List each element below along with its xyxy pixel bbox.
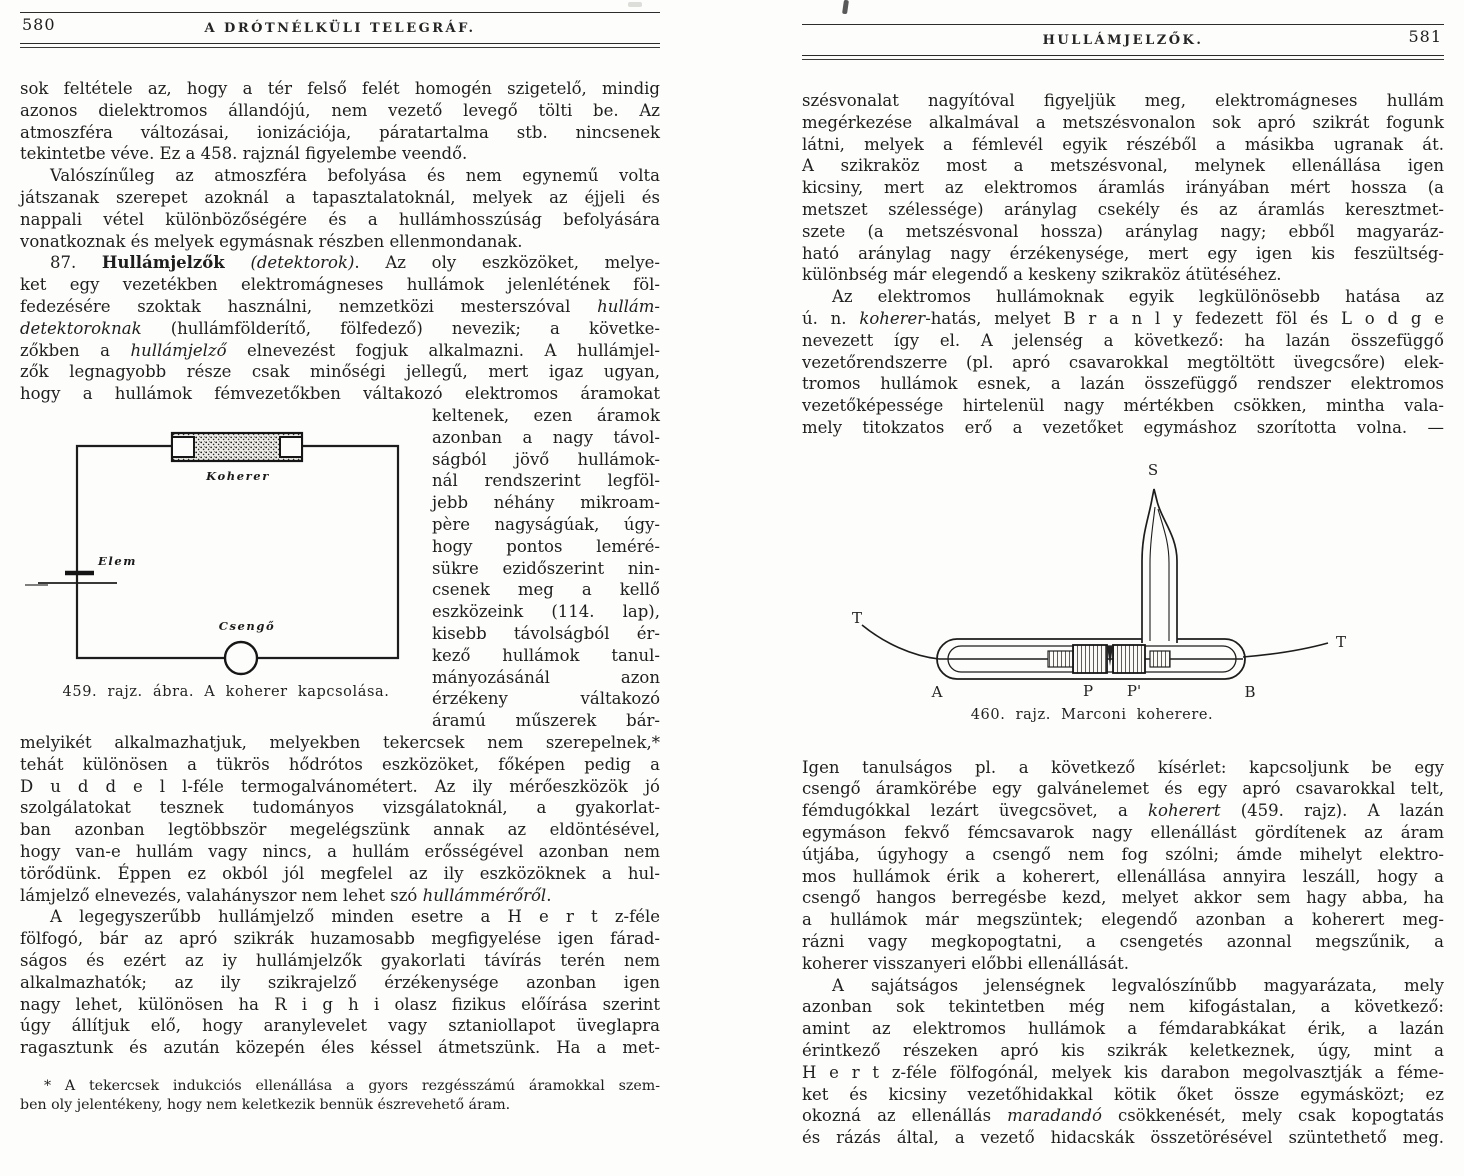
text-line: zők legnagyobb része csak minőségi jellegű, mert igaz ugyan,	[20, 362, 660, 382]
coherer-circuit-diagram	[20, 431, 432, 678]
text-line: koherer visszanyeri előbbi ellenállását.	[802, 953, 1130, 973]
text-line: azonban a nagy távol-	[432, 427, 660, 447]
paragraph	[802, 757, 1444, 975]
text-line: fedezésére szoktak használni, nemzetközi mesterszóval hullám-	[20, 296, 660, 316]
text-line: csengő áramkörébe egy galvánelemet és egy apró csavarokkal telt,	[802, 779, 1444, 799]
text-line: szete (a metszésvonal hossza) aránylag nagy; ebből magyaráz-	[802, 221, 1444, 241]
text-line: melyikét alkalmazhatjuk, melyekben tekercsek nem szerepelnek,*	[20, 732, 660, 752]
paragraph	[20, 732, 660, 906]
text-line: áramú műszerek bár-	[432, 711, 660, 731]
text-line: törődünk. Éppen ez okból jól megfelel az ily eszközöknek a hul-	[20, 863, 660, 883]
header-rule-double	[20, 43, 660, 48]
text-line: Valószínűleg az atmoszféra befolyása és nem egynemű volta	[50, 166, 660, 186]
text-line: detektoroknak (hullámfölderítő, fölfedező) nevezik; a követke-	[20, 318, 660, 338]
page-header-left	[20, 12, 660, 48]
text-line: fölfogó, bár az apró szikrák huzamosabb megfigyelése igen fárad-	[20, 929, 660, 949]
text-line: ket egy vezetékben elektromágneses hullámok jelenlétének föl-	[20, 275, 660, 295]
text-line: tekintetbe véve. Ez a 458. rajznál figyelembe veendő.	[20, 144, 468, 164]
metal-plugs	[1073, 645, 1145, 673]
paragraph	[20, 78, 660, 165]
bell-symbol	[225, 642, 257, 674]
page-number: 580	[22, 15, 56, 34]
text-line: eszközeink (114. lap),	[432, 602, 660, 622]
text-line: mos hullámok érik a koherert, ellenállása annyira leszáll, hogy a	[802, 866, 1444, 886]
paragraph	[802, 286, 1444, 439]
header-rule-double	[802, 55, 1444, 60]
text-line: ságos és ezért az iy hullámjelzők gyakorlati távírás terén nem	[20, 950, 660, 970]
paragraph	[802, 975, 1444, 1149]
text-line: mely titokzatos erő a vezetőket egymáshoz szorította volna. —	[802, 417, 1444, 437]
text-line: vezetőképessége hirtelenül nagy mértékben csökken, mintha vala-	[802, 396, 1444, 416]
text-line: hogy van-e hullám vagy nincs, a hullám erősségével azonban nem	[20, 841, 660, 861]
text-line: mányozásánál azon	[432, 667, 660, 687]
figure-row	[20, 405, 660, 732]
terminal-label-right: T	[1336, 632, 1347, 651]
plug-label-p-prime: P'	[1126, 681, 1142, 700]
text-line: Igen tanulságos pl. a következő kísérlet: kapcsoljunk be egy	[802, 757, 1444, 777]
text-line: sok feltétele az, hogy a tér felső felét homogén szigetelő, mindig	[20, 79, 660, 98]
page-header-right	[802, 24, 1444, 60]
text-line: játszanak szerepet azoknál a tapasztalatoknál, melyek az éjjeli és	[20, 187, 660, 207]
page-body-right	[802, 90, 1444, 1149]
header-row	[802, 25, 1444, 55]
coherer-label: Koherer	[206, 468, 270, 483]
text-line: 87. Hullámjelzők (detektorok). Az oly eszközöket, melye-	[50, 253, 660, 273]
text-line: érintkező részeken apró kis szikrák keletkeznek, úgy, mint a	[802, 1040, 1444, 1060]
paragraph	[802, 90, 1444, 286]
header-row	[20, 13, 660, 43]
text-line: sükre ezidőszerint nin-	[432, 558, 660, 578]
text-line: tromos hullámok esnek, a lazán összefüggő rendszer elektromos	[802, 374, 1444, 394]
paragraph-section-87	[20, 252, 660, 405]
scan-artifact	[842, 0, 849, 14]
coherer-symbol	[172, 433, 302, 461]
text-line: A legegyszerűbb hullámjelző minden esetre a H e r t z-féle	[50, 907, 660, 927]
end-label-b: B	[1244, 682, 1256, 701]
text-line: kező hullámok tanul-	[432, 645, 660, 665]
text-line: a hullámok már megszüntek; elegendő azonban a koherert meg-	[802, 910, 1444, 930]
text-line: és rázás által, a vezető hidacskák összetörésével szüntethető meg.	[802, 1128, 1444, 1148]
text-line: egymáson fekvő fémcsavarok nagy ellenállást gördítenek az áram	[802, 822, 1444, 842]
text-line: szolgálatokat tesznek tudományos vizsgálatoknál, a gyakorlat-	[20, 798, 660, 818]
text-line: azonban sok tekintetben még nem kifogástalan, a következő:	[802, 997, 1444, 1017]
vertical-tube	[1142, 489, 1177, 643]
terminal-label-left: T	[852, 608, 863, 627]
text-line: nál rendszerint legföl-	[432, 471, 660, 491]
text-line: lámjelző elnevezés, valahányszor nem lehet szó hullámmérőről.	[20, 885, 552, 905]
text-line: csenek meg a kellő	[432, 580, 660, 600]
filings-gap	[1107, 646, 1113, 666]
text-line: ben oly jelentékeny, hogy nem keletkezik bennük észrevehető áram.	[20, 1097, 511, 1114]
text-line: azonos dielektromos állandójú, nem vezető levegő tölti be. Az	[20, 100, 660, 120]
text-line: megérkezése alkalmával a metszésvonalon sok apró szikrát fogunk	[802, 112, 1444, 132]
page-right	[802, 24, 1444, 1149]
text-line: ható aránylag nagy érzékenysége, mert egy igen kis feszültség-	[802, 243, 1444, 263]
paragraph	[20, 165, 660, 252]
text-line: zőkben a hullámjelző elnevezést fogjuk alkalmazni. A hullámjel-	[20, 340, 661, 360]
running-title: A DRÓTNÉLKÜLI TELEGRÁF.	[204, 21, 476, 36]
page-left	[20, 12, 660, 1116]
text-line: csengő hangos berregésbe kezd, melyet akkor sem hagy abba, ha	[802, 888, 1444, 908]
text-line: père nagyságúak, úgy-	[432, 514, 660, 534]
text-line: Az elektromos hullámoknak egyik legkülönösebb hatása az	[832, 287, 1444, 307]
text-line: kisebb távolságból ér-	[432, 623, 660, 643]
text-line: hogy a hullámok fémvezetőkben váltakozó elektromos áramokat	[20, 384, 660, 404]
text-line: okozná az ellenállás maradandó csökkenését, mely csak kopogtatás	[802, 1106, 1444, 1126]
scan-smudge	[628, 2, 642, 7]
text-line: jebb néhány mikroam-	[432, 493, 660, 513]
figure-459	[20, 405, 432, 704]
text-line: ragasztunk és azután közepén éles késsel átmetszünk. Ha a met-	[20, 1038, 660, 1058]
text-line: útjába, úgyhogy a csengő nem fog szólni; ámde mihelyt elektro-	[802, 844, 1444, 864]
text-line: vezetőrendszerre (pl. apró csavarokkal megtöltött üvegcsőre) elek-	[802, 352, 1444, 372]
bell-label: Csengő	[218, 618, 276, 633]
paragraph	[20, 906, 660, 1059]
text-line: keltenek, ezen áramok	[432, 405, 660, 425]
text-line: nevezett így el. A jelenség a következő: ha lazán összefüggő	[802, 330, 1444, 350]
text-line: érzékeny váltakozó	[432, 689, 660, 709]
text-line: kicsiny, mert az elektromos áramlás irányában mért hossza (a	[802, 178, 1444, 198]
running-title: HULLÁMJELZŐK.	[1042, 33, 1204, 48]
page-number: 581	[1408, 27, 1442, 46]
figure-caption: 460. rajz. Marconi koherere.	[970, 706, 1214, 723]
wrapped-text-column	[432, 405, 660, 732]
marconi-coherer-diagram	[812, 453, 1432, 703]
battery-symbol	[25, 573, 117, 585]
text-line: H e r t z-féle fölfogónál, melyek kis darabon megolvasztják a féme-	[802, 1062, 1444, 1082]
text-line: atmoszféra változásai, ionizációja, páratartalma stb. nincsenek	[20, 122, 660, 142]
text-line: ban azonban legtöbbször megelégszünk annak az eldöntésével,	[20, 820, 660, 840]
text-line: szésvonalat nagyítóval figyeljük meg, elektromágneses hullám	[802, 91, 1444, 110]
end-label-a: A	[931, 682, 943, 701]
text-line: amint az elektromos hullámok a fémdarabkákat érik, a lazán	[802, 1019, 1444, 1039]
text-line: rázni vagy megkopogtatni, a csengetés azonnal megszűnik, a	[802, 931, 1444, 951]
text-line: ket és kicsiny vezetőhidakkal kötik őket össze egymásközt; ez	[802, 1084, 1444, 1104]
text-line: úgy állítjuk elő, hogy aranylevelet vagy sztaniollapot üveglapra	[20, 1016, 660, 1036]
text-line: ságból jövő hullámok-	[432, 449, 660, 469]
text-line: * A tekercsek indukciós ellenállása a gyors rezgésszámú áramokkal szem-	[44, 1077, 660, 1094]
text-line: különbség már elegendő a keskeny szikraköz átütéséhez.	[802, 265, 1282, 285]
text-line: látni, melyek a fémlevél egyik részéből a másikba ugranak át.	[802, 134, 1444, 154]
text-line: metszet szélessége) aránylag csekély és az áramlás keresztmet-	[802, 199, 1444, 219]
text-line: A sajátságos jelenségnek legvalószínűbb magyarázata, mely	[832, 975, 1444, 995]
figure-caption: 459. rajz. ábra. A koherer kapcsolása.	[62, 683, 390, 700]
text-line: hogy pontos leméré-	[432, 536, 660, 556]
text-line: vonatkoznak és melyek egymásnak részben ellenmondanak.	[20, 231, 523, 251]
text-line: nappali vétel különbözőségére és a hullámhosszúság befolyására	[20, 209, 660, 229]
page-body-left	[20, 78, 660, 1116]
text-line: nagy lehet, különösen ha R i g h i olasz fizikus előírása szerint	[20, 994, 660, 1014]
spout-label: S	[1147, 460, 1159, 479]
text-line: tehát különösen a tükrös hődrótos eszközöket, főképen pedig a	[20, 754, 660, 774]
battery-label: Elem	[98, 553, 138, 568]
text-line: D u d d e l l-féle termogalvánométert. Az ily mérőeszközök jó	[20, 776, 660, 796]
footnote	[20, 1077, 660, 1116]
text-line: fémdugókkal lezárt üvegcsövet, a koherert (459. rajz). A lazán	[802, 801, 1444, 821]
plug-label-p: P	[1082, 681, 1094, 700]
text-line: alkalmazhatók; az ily szikrajelző érzékenysége azonban igen	[20, 972, 660, 992]
figure-460	[812, 453, 1444, 727]
text-line: ú. n. koherer-hatás, melyet B r a n l y fedezett föl és L o d g e	[802, 308, 1444, 328]
text-line: A szikraköz most a metszésvonal, melynek ellenállása igen	[802, 156, 1444, 176]
